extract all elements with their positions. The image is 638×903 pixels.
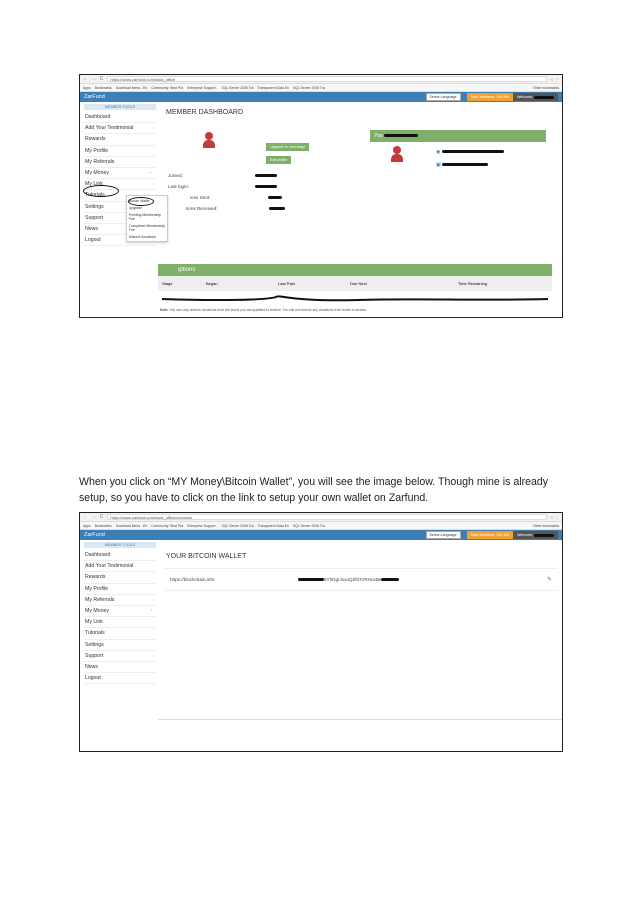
email-icon: ◉ (436, 149, 441, 155)
sidebar-item-support[interactable]: Support (84, 651, 156, 662)
bookmark-item[interactable]: Apps (83, 85, 91, 90)
bookmark-item[interactable]: Bookmarks (94, 523, 112, 528)
total-members-badge: Total Members: 169,440 (467, 93, 514, 101)
browser-toolbar (80, 513, 562, 522)
bookmark-item[interactable]: Enterprise Support - (187, 85, 218, 90)
brand-logo[interactable]: ZarFund (84, 532, 105, 538)
dashboard-main (158, 102, 562, 312)
sidebar-item-testimonial[interactable]: Add Your Testimonial (84, 561, 156, 572)
welcome-user: Welcome, (513, 93, 558, 101)
bookmark-item[interactable]: Transparent Data En (257, 523, 289, 528)
app-header (80, 530, 562, 540)
highlight-circle-my-money (83, 185, 119, 197)
language-select[interactable]: Select Language (426, 531, 461, 539)
note-text: Note: You can only receive donations from the levels you are qualified to receive. You will not receive any donations from levels in arrears. (160, 308, 368, 312)
bookmark-item[interactable]: Bookmarks (94, 85, 112, 90)
bookmark-item[interactable]: Apps (83, 523, 91, 528)
sidebar-item-referrals[interactable]: My Referrals (84, 595, 156, 606)
highlight-circle-bitcoin-wallet (128, 197, 154, 206)
wallet-provider: https://blockchain.info (170, 577, 215, 582)
edit-profile-button[interactable]: Edit profile (266, 156, 291, 164)
field-joined: Joined: (168, 170, 285, 181)
sidebar (80, 540, 158, 720)
sidebar-item-dashboard[interactable]: Dashboard (84, 550, 156, 561)
phone-row (436, 159, 504, 172)
welcome-user: Welcome, (513, 531, 558, 539)
bookmark-item[interactable]: Community: Best Pra (151, 523, 184, 528)
bookmark-item[interactable]: SQL Server 2008 Tra (292, 85, 325, 90)
email-row (436, 146, 504, 159)
sidebar-item-settings[interactable]: Settings (84, 202, 156, 213)
nav-arrows-icon[interactable]: ← → C (83, 76, 105, 82)
sidebar-item-logout[interactable]: Logout (84, 235, 156, 246)
app-header (80, 92, 562, 102)
language-select[interactable]: Select Language (426, 93, 461, 101)
bookmark-item[interactable]: Other bookmarks (532, 85, 559, 90)
sidebar-item-tutorials[interactable]: Tutorials (84, 190, 156, 201)
sidebar-item-profile[interactable]: My Profile (84, 584, 156, 595)
sidebar-item-my-link[interactable]: My Link (84, 617, 156, 628)
sidebar-item-dashboard[interactable]: Dashboard (84, 112, 156, 123)
user-panel (370, 130, 546, 172)
phone-icon: ▣ (436, 162, 441, 168)
sidebar-item-referrals[interactable]: My Referrals (84, 157, 156, 168)
bookmarks-bar (80, 522, 562, 530)
scribble-redaction (158, 291, 552, 305)
sidebar-item-rewards[interactable]: Rewards (84, 572, 156, 583)
upgrade-button[interactable]: Upgrade to next stage (266, 143, 309, 151)
submenu-completed-fee[interactable]: Completed Membership Fee (129, 223, 165, 232)
sidebar-item-my-money[interactable]: My Money ⌄ (84, 168, 156, 179)
bookmark-item[interactable]: Download Items - En (115, 523, 148, 528)
bookmark-item[interactable]: SQL Server 2008 Tra (221, 85, 254, 90)
sidebar-item-testimonial[interactable]: Add Your Testimonial (84, 123, 156, 134)
sidebar-item-rewards[interactable]: Rewards (84, 134, 156, 145)
browser-menu-icon[interactable]: ☆ ⋮ (550, 76, 559, 82)
wallet-main (158, 540, 562, 720)
sidebar-item-logout[interactable]: Logout (84, 673, 156, 684)
wallet-address: 5YhDgrJxxoQZf3TzRHuxBe (298, 577, 399, 582)
bookmark-item[interactable]: Transparent Data En (257, 85, 289, 90)
redaction (534, 96, 554, 99)
bookmark-item[interactable]: Enterprise Support - (187, 523, 218, 528)
user-panel-title: You (370, 130, 546, 142)
wallet-row (164, 568, 558, 591)
wallet-screenshot (79, 512, 563, 752)
table-header: Stage Began Last Paid Due Next Time Remaining (158, 276, 552, 291)
address-bar[interactable]: https://www.zarfund.com/back_office/accounts (107, 514, 547, 520)
submenu-bitcoin-wallet[interactable]: Bitcoin Wallet (129, 198, 150, 203)
nav-arrows-icon[interactable]: ← → C (83, 514, 105, 520)
browser-menu-icon[interactable]: ☆ ⋮ (550, 514, 559, 520)
submenu-missed-donations[interactable]: Missed Donations (129, 234, 156, 239)
member-fields (168, 170, 285, 214)
chevron-right-icon: › (150, 606, 152, 612)
address-bar[interactable]: https://www.zarfund.com/back_office (107, 76, 547, 82)
avatar (202, 132, 216, 148)
bookmark-item[interactable]: Download Items - En (115, 85, 148, 90)
page-title: YOUR BITCOIN WALLET (166, 553, 247, 560)
submenu-pending-fee[interactable]: Pending Membership Fee (129, 212, 162, 221)
bookmarks-bar (80, 84, 562, 92)
redaction (534, 534, 554, 537)
sidebar-heading: MEMBER TOOLS (84, 104, 156, 110)
sidebar-item-tutorials[interactable]: Tutorials (84, 628, 156, 639)
page-title: MEMBER DASHBOARD (166, 109, 244, 116)
field-donations-received: tions Received: (168, 203, 285, 214)
bookmark-item[interactable]: Other bookmarks (532, 523, 559, 528)
instruction-caption: When you click on “MY Money\Bitcoin Wallet”, you will see the image below. Though mine is already setup, so you have to click on the link to setup your own wallet on Zarfund. (79, 476, 549, 504)
total-members-badge: Total Members: 169,490 (467, 531, 514, 539)
sidebar-item-my-link[interactable]: My Link (84, 179, 156, 190)
section-header: iptions (158, 264, 552, 276)
edit-icon[interactable]: ✎ (546, 577, 552, 583)
field-last-login: Last login: (168, 181, 285, 192)
submenu-upgrade[interactable]: Upgrade (129, 205, 143, 210)
brand-logo[interactable]: ZarFund (84, 94, 105, 100)
sidebar-item-news[interactable]: News (84, 662, 156, 673)
sidebar-item-support[interactable]: Support (84, 213, 156, 224)
sidebar-item-settings[interactable]: Settings (84, 640, 156, 651)
chevron-down-icon: ⌄ (148, 168, 152, 174)
sidebar-item-my-money[interactable]: My Money › (84, 606, 156, 617)
bookmark-item[interactable]: SQL Server 2008 Tra (221, 523, 254, 528)
table-row (158, 291, 552, 305)
browser-toolbar (80, 75, 562, 84)
dashboard-screenshot (79, 74, 563, 318)
sidebar-item-profile[interactable]: My Profile (84, 146, 156, 157)
avatar (390, 146, 404, 162)
bookmark-item[interactable]: Community: Best Pra (151, 85, 184, 90)
rating-stars: ☆☆ (393, 162, 401, 166)
bookmark-item[interactable]: SQL Server 2008 Tra (292, 523, 325, 528)
field-donations-sent: ions Sent: (168, 192, 285, 203)
sidebar-item-news[interactable]: News (84, 224, 156, 235)
sidebar-heading: MEMBER TOOLS (84, 542, 156, 548)
